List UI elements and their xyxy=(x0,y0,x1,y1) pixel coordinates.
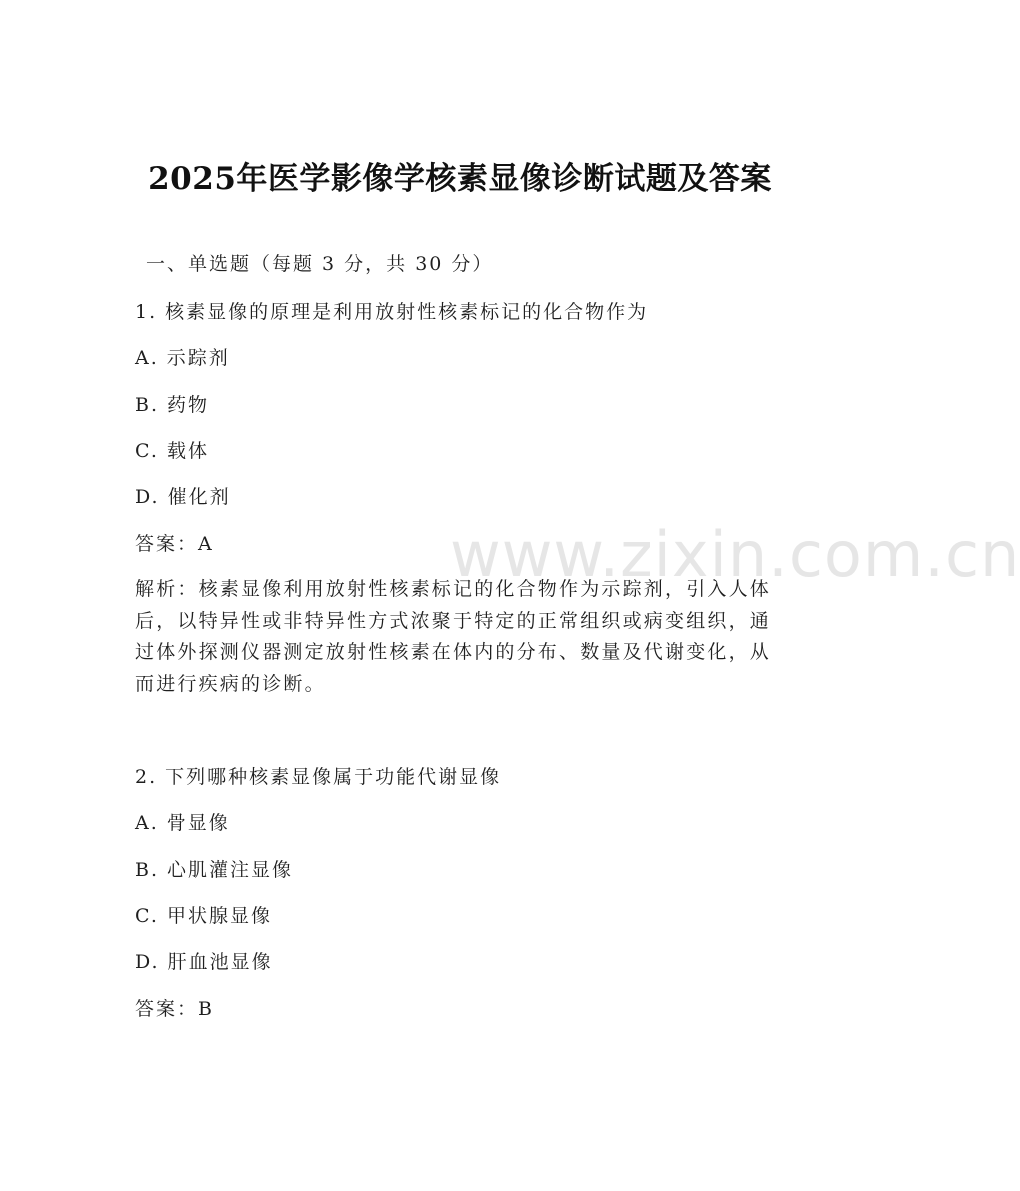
question-1-option-d: D. 催化剂 xyxy=(135,486,231,508)
document-title: 2025年医学影像学核素显像诊断试题及答案 xyxy=(148,161,772,197)
section-header: 一、单选题（每题 3 分，共 30 分） xyxy=(146,253,494,275)
question-1-stem: 1. 核素显像的原理是利用放射性核素标记的化合物作为 xyxy=(135,301,649,323)
question-1-option-c: C. 载体 xyxy=(135,440,209,462)
question-1-option-a: A. 示踪剂 xyxy=(135,347,230,369)
question-2-answer: 答案：B xyxy=(135,998,214,1020)
question-2-option-a: A. 骨显像 xyxy=(135,812,230,834)
question-2-option-c: C. 甲状腺显像 xyxy=(135,905,272,927)
question-2-option-b: B. 心肌灌注显像 xyxy=(135,859,294,881)
question-1-analysis: 解析：核素显像利用放射性核素标记的化合物作为示踪剂，引入人体后，以特异性或非特异性方式浓聚于特定的正常组织或病变组织，通过体外探测仪器测定放射性核素在体内的分布、数量及代谢变化，从而进行疾病的诊断。 xyxy=(135,578,772,695)
question-2-stem: 2. 下列哪种核素显像属于功能代谢显像 xyxy=(135,766,502,788)
question-1-option-b: B. 药物 xyxy=(135,394,210,416)
question-2-option-d: D. 肝血池显像 xyxy=(135,951,273,973)
watermark: www.zixin.com.cn xyxy=(450,518,1020,591)
question-1-answer: 答案：A xyxy=(135,533,214,555)
